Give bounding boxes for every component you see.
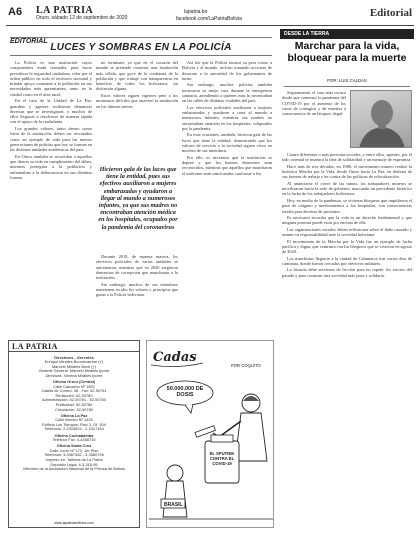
masthead-line: Redacción: 52-50780 <box>55 392 93 398</box>
paragraph: Los marchistas llegaron a la ciudad de Calamarca tras varios días de caminata, donde fueron cercados por efectivos militares. <box>282 255 412 266</box>
editorial-title: LUCES Y SOMBRAS EN LA POLICÍA <box>50 42 232 53</box>
masthead-line: Oficina Cochabamba <box>54 432 94 438</box>
paragraph: Los grandes valores, tanto dentro como fuera de la institución, deben ser rescatados como un ejemplo de vida para las nuevas generaciones de policías que hoy se forman en las distintas unidades académicas del país. <box>10 125 92 153</box>
masthead-line: Oficina Oruro (Central) <box>52 378 96 384</box>
paragraph: Estos valores siguen vigentes pese a los momentos difíciles que atravesó la institución en los últimos meses. <box>96 92 178 109</box>
masthead-line: Miembro de la Asociación Nacional de la Prensa de Bolivia <box>23 466 125 472</box>
masthead-line: Depósito Legal: 4-3-318-95 <box>50 461 98 467</box>
paragraph: En Oruro también se recuerdan a aquellos que dieron su vida en cumplimiento del deber, mientras protegían a la población y enfrentaban a la delincuencia en sus distintas formas. <box>10 153 92 180</box>
paragraph: Los efectivos policiales auxiliaron a mujeres embarazadas y ayudaron a traer al mundo a numerosos infantes, mientras sus madres no encontraban atención en los hospitales, colapsados por la pandemia. <box>182 104 272 131</box>
masthead-title: LA PATRIA <box>9 341 139 352</box>
cartoon-speech-bubble: 50.000.000 DE DOSIS <box>166 386 204 398</box>
paragraph: Al anunciarse el cierre de las minas, los trabajadores mineros se movilizaron hacia la sede de gobierno, marcando un precedente histórico en la lucha de los trabajadores bolivianos. <box>282 180 412 197</box>
masthead-line: Teléfonos: 3-3367482 - 3-3360796 <box>44 452 104 458</box>
masthead-line: Teléfono Fax: 4-4458735 <box>52 437 96 443</box>
page-number: A6 <box>8 6 23 18</box>
masthead-box <box>8 340 140 528</box>
paragraph: La Policía es una institución cuyos componentes están formados para hacer prevalecer la seguridad ciudadana, velar por el orden público en todo el territorio nacional y brindar apoyo constante a la población en sus necesidades más apremiantes, tanto en la ciudad como en el área rural. <box>10 60 92 97</box>
cartoon-drawing <box>147 341 274 528</box>
editorial-tag <box>10 30 272 45</box>
paragraph: La historia debe servirnos de lección para no repetir los errores del pasado y para construir una sociedad más justa y solidaria. <box>282 267 412 278</box>
paper-name: LA PATRIA <box>36 5 94 16</box>
paragraph: Hace más de tres décadas, en 1986, el movimiento minero realizó la histórica Marcha por la Vida, desde Oruro hacia La Paz, en defensa de sus fuentes de trabajo y en contra de las políticas de relocalización. <box>282 163 412 180</box>
dateline: Oruro, sábado 12 de septiembre de 2020 <box>36 15 128 21</box>
article-rule <box>284 86 410 87</box>
cartoon-vial-label: EL SPUTNIK CONTRA EL COVID-19 <box>209 451 235 466</box>
article-body <box>282 152 412 528</box>
editorial-column-1 <box>10 60 92 336</box>
cartoon-credit: POR COQUITO <box>231 363 261 368</box>
paragraph: Así fue que la Policía mostró su peor rostro a Bolivia y al mundo, incluso tomando acciones de desacato a la autoridad de los gobernantes de turno. <box>182 60 272 81</box>
page-header <box>6 4 416 26</box>
paragraph: Cuatro diferentes o más personas sociales, y entre ellos, agentes, por el lado oriental se muestra la idea de solidaridad y un mensaje de esperanza. <box>282 152 412 163</box>
facebook-link[interactable]: facebook.com/LaPatriaBolivia <box>176 16 242 22</box>
paragraph: En el caso de la Unidad de La Paz, guardias y agentes recibieron denuncias diversas que se investigaron, y muchos de ellos llegaron a resolverse de manera rápida con el apoyo de la ciudadanía. <box>10 98 92 125</box>
paragraph: Seguramente, el caso más oscuro desde que comenzó la pandemia del COVID-19 por el aumento de los casos de contagios y de muertes a consecuencia de un bloqueo ilegal. <box>282 90 346 117</box>
paragraph: Sin embargo, muchos policías también mostraron su mejor cara durante la emergencia sanitaria, atendiendo a quienes más lo necesitaban en las calles de distintas ciudades del país. <box>182 82 272 104</box>
article-title: Marchar para la vida, bloquear para la muerte <box>287 40 407 64</box>
paragraph: Hoy, en medio de la pandemia, se vivieron bloqueos que impidieron el paso de oxígeno y medicamentos a los hospitales, con consecuencias fatales para decenas de pacientes. <box>282 197 412 214</box>
author-portrait-image <box>351 91 412 148</box>
editorial-column-2-bottom <box>96 254 178 336</box>
paragraph: Es necesario recordar que la vida es un derecho fundamental y que ninguna protesta puede estar por encima de ella. <box>282 215 412 226</box>
author-photo <box>350 90 412 148</box>
masthead-line: Directora: Ximena Miralles Iporre <box>45 372 103 378</box>
masthead-line: Calle Junín Nº 170, 1er Piso <box>49 447 99 453</box>
article-section-tag: DESDE LA TIERRA <box>280 29 414 39</box>
paragraph: Las organizaciones sociales deben reflexionar sobre el daño causado y asumir su responsabilidad ante la sociedad boliviana. <box>282 226 412 238</box>
cartoon-country-label: BRASIL <box>164 502 183 508</box>
section-title: Editorial <box>369 7 412 19</box>
masthead-line: Calle Camacho Nº 1892 <box>53 383 95 389</box>
pull-quote: Hicieron gala de las luces que tiene la entidad, pues sus efectivos auxiliaron a mujeres embarazadas y ayudaron a llegar al mundo a numerosos infantes, ya que sus madres no encontraban atención médica en los hospitales, ocupados por la pandemia del coronavirus <box>98 166 178 231</box>
editorial-tag-label: EDITORIAL <box>10 38 48 45</box>
website-link[interactable]: lapatria.bo <box>184 9 208 15</box>
masthead-line: Teléfonos: 2-2315524 - 2-2317164 <box>44 426 104 432</box>
masthead-line: Publicidad: 52-50780 <box>55 401 93 407</box>
article-byline: POR: LUIS CALDAS <box>327 78 367 83</box>
masthead-line: Calle Mexico Nº 1433 <box>55 417 93 423</box>
masthead-line: Oficina La Paz <box>60 412 88 418</box>
masthead-line: Directores - Gerentes <box>54 354 94 360</box>
paragraph: El movimiento de la Marcha por la Vida fue un ejemplo de lucha pacífica y digna, que contrasta con los bloqueos que se vivieron en agosto de 2020. <box>282 238 412 255</box>
masthead-line: Gerente General: Marcelo Miralles Iporre <box>38 368 110 374</box>
masthead-line: Enrique Miralles Bonnecarrere (†) <box>44 359 104 365</box>
masthead-body <box>12 354 136 516</box>
masthead-line: Impreso en: Talleres de La Patria <box>45 456 103 462</box>
editorial-title-rule <box>10 55 272 56</box>
header-rule <box>6 25 414 26</box>
masthead-line: Administración: 52-50781 - 52-50780 <box>41 397 107 403</box>
paragraph: Durante 2019, de manera masiva, los efectivos policiales de varias unidades se amotinaron, mientras que en 2020 surgieron denuncias de corrupción que mancharon a la institución. <box>96 254 178 281</box>
editorial-column-2-top <box>96 60 178 160</box>
editorial-column-3 <box>182 60 272 336</box>
cartoon <box>146 340 274 528</box>
masthead-line: Oficina Santa Cruz <box>56 443 92 449</box>
masthead-line: Casilla de Correo: 48 - Fax: 52-50781 <box>41 388 107 394</box>
article-lead <box>282 90 346 148</box>
paragraph: Sin embargo, muchos de sus miembros mantienen en alto los valores y principios que guían a la Policía boliviana. <box>96 281 178 298</box>
masthead-line: Edificio Los Tiempos, Piso 3, Of. 304 <box>42 421 106 427</box>
masthead-footer-link[interactable]: www.lapatriaenlinea.com <box>54 521 94 525</box>
paragraph: Por ello, es necesario que la institución se depure y que los buenos elementos sean reconocidos, mientras que aquellos que mancharon el uniforme sean sancionados conforme a ley. <box>182 154 272 176</box>
paragraph: En esas ocasiones, también, hicieron gala de las luces que tiene la entidad, demostrando que los valores de servicio a la sociedad siguen vivos en muchos de sus miembros. <box>182 132 272 154</box>
cartoon-signature: Cadas <box>153 350 197 365</box>
paragraph: no terminan, ya que en el corazón del mundo se pretende construir una institución más sólida, que goce de la confianza de la población y que trabaje con transparencia en beneficio de todos los bolivianos, sin distinción alguna. <box>96 60 178 92</box>
masthead-line: Circulación: 52-50780 <box>55 406 93 412</box>
masthead-line: Marcelo Miralles Bové (†) <box>51 363 97 369</box>
